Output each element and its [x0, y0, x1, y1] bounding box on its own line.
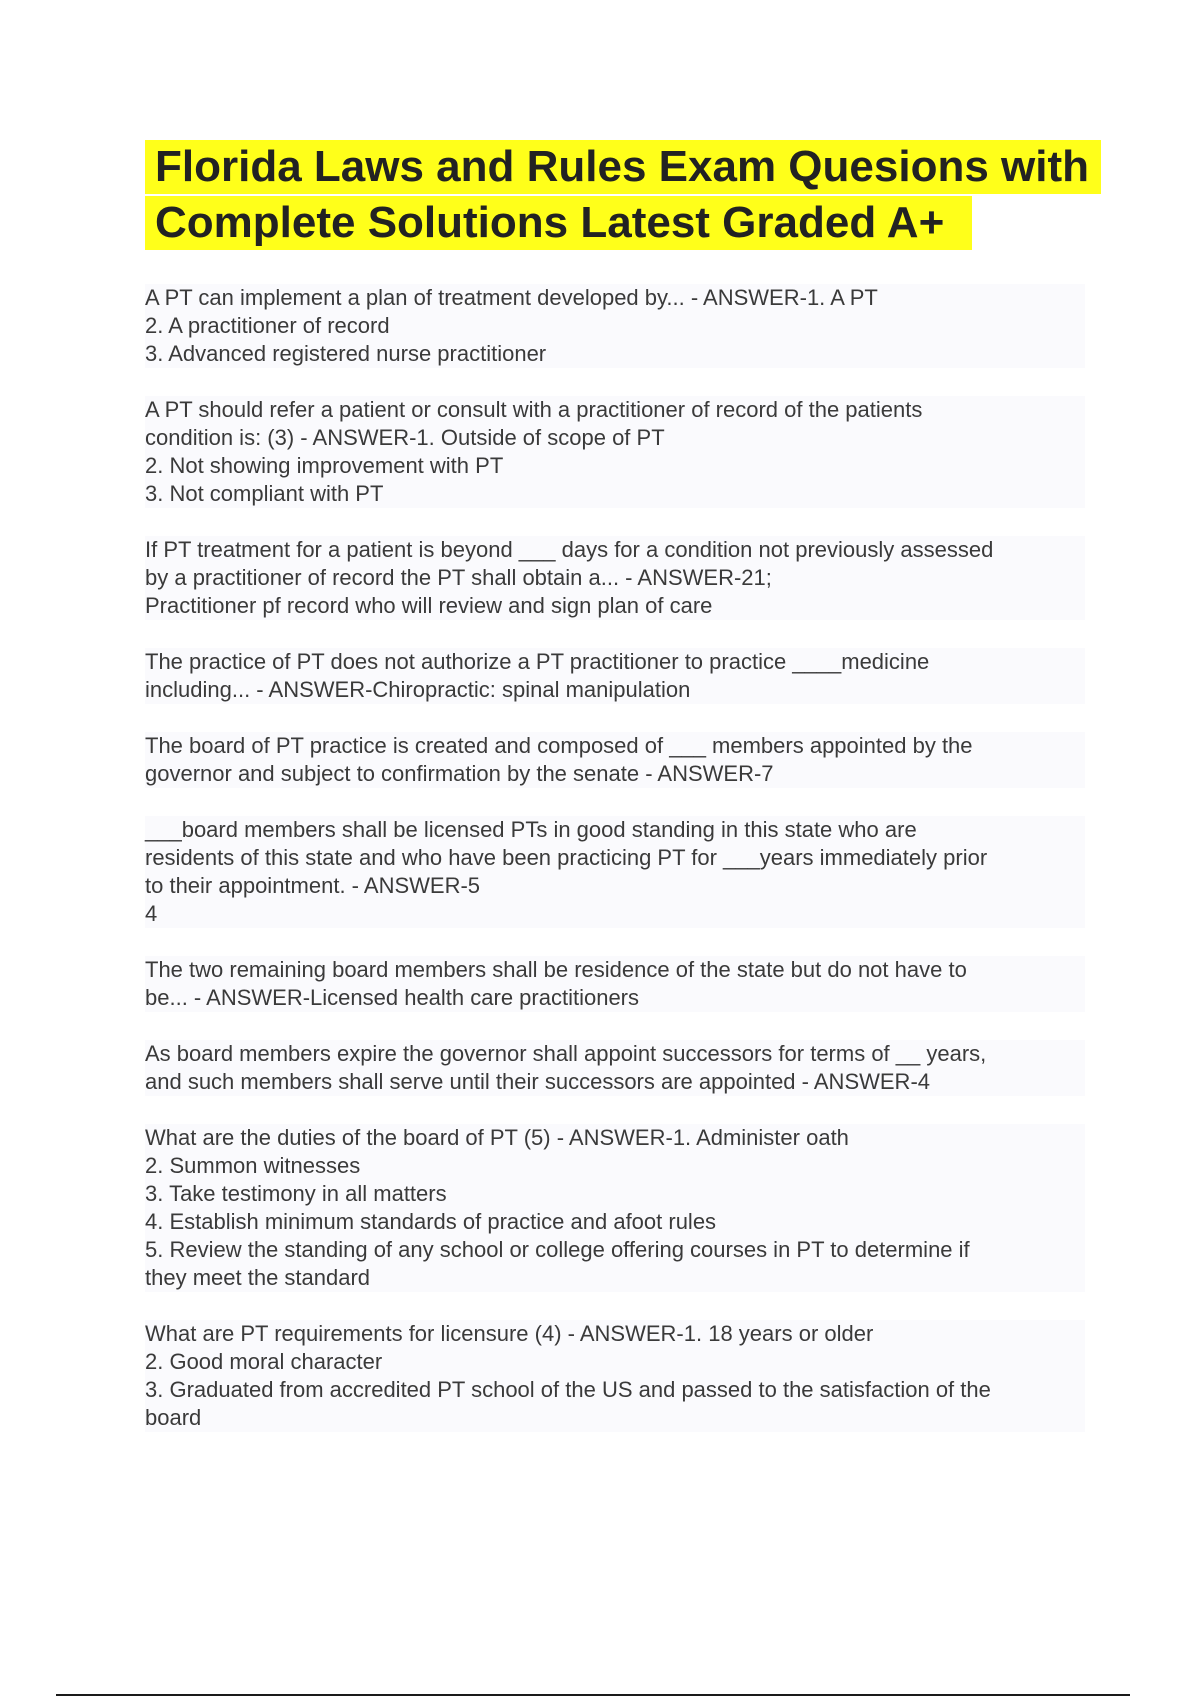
qa-item [145, 816, 1085, 928]
qa-line: including... - ANSWER-Chiropractic: spinal manipulation [145, 676, 1085, 704]
qa-line: 3. Take testimony in all matters [145, 1180, 1085, 1208]
footer-divider [56, 1694, 1130, 1696]
title-line-2: Complete Solutions Latest Graded A+ [145, 196, 972, 250]
qa-line: board [145, 1404, 1085, 1432]
qa-line: 2. A practitioner of record [145, 312, 1085, 340]
qa-line: condition is: (3) - ANSWER-1. Outside of scope of PT [145, 424, 1085, 452]
qa-item [145, 732, 1085, 788]
qa-line: ___board members shall be licensed PTs in good standing in this state who are [145, 816, 1085, 844]
qa-line: A PT should refer a patient or consult with a practitioner of record of the patients [145, 396, 1085, 424]
qa-line: to their appointment. - ANSWER-5 [145, 872, 1085, 900]
qa-item [145, 648, 1085, 704]
qa-line: Practitioner pf record who will review and sign plan of care [145, 592, 1085, 620]
qa-line: The practice of PT does not authorize a PT practitioner to practice ____medicine [145, 648, 1085, 676]
qa-line: by a practitioner of record the PT shall obtain a... - ANSWER-21; [145, 564, 1085, 592]
qa-line: The board of PT practice is created and composed of ___ members appointed by the [145, 732, 1085, 760]
qa-line: 3. Not compliant with PT [145, 480, 1085, 508]
qa-line: A PT can implement a plan of treatment developed by... - ANSWER-1. A PT [145, 284, 1085, 312]
qa-line: What are PT requirements for licensure (4) - ANSWER-1. 18 years or older [145, 1320, 1085, 1348]
qa-item [145, 1124, 1085, 1292]
qa-item [145, 284, 1085, 368]
title-line-1: Florida Laws and Rules Exam Quesions with [145, 140, 1101, 194]
qa-list [145, 284, 1085, 1460]
qa-line: What are the duties of the board of PT (5) - ANSWER-1. Administer oath [145, 1124, 1085, 1152]
qa-line: 2. Good moral character [145, 1348, 1085, 1376]
qa-line: 2. Not showing improvement with PT [145, 452, 1085, 480]
qa-line: they meet the standard [145, 1264, 1085, 1292]
qa-line: 2. Summon witnesses [145, 1152, 1085, 1180]
qa-item [145, 536, 1085, 620]
qa-item [145, 396, 1085, 508]
qa-item [145, 956, 1085, 1012]
qa-item [145, 1040, 1085, 1096]
qa-line: As board members expire the governor shall appoint successors for terms of __ years, [145, 1040, 1085, 1068]
qa-line: 3. Graduated from accredited PT school of the US and passed to the satisfaction of the [145, 1376, 1085, 1404]
qa-line: If PT treatment for a patient is beyond ___ days for a condition not previously assessed [145, 536, 1085, 564]
qa-line: and such members shall serve until their successors are appointed - ANSWER-4 [145, 1068, 1085, 1096]
qa-line: 3. Advanced registered nurse practitioner [145, 340, 1085, 368]
qa-line: 4. Establish minimum standards of practice and afoot rules [145, 1208, 1085, 1236]
qa-line: residents of this state and who have been practicing PT for ___years immediately prior [145, 844, 1085, 872]
qa-item [145, 1320, 1085, 1432]
qa-line: governor and subject to confirmation by the senate - ANSWER-7 [145, 760, 1085, 788]
document-title [145, 140, 1185, 250]
qa-line: be... - ANSWER-Licensed health care practitioners [145, 984, 1085, 1012]
qa-line: 4 [145, 900, 1085, 928]
qa-line: The two remaining board members shall be residence of the state but do not have to [145, 956, 1085, 984]
qa-line: 5. Review the standing of any school or college offering courses in PT to determine if [145, 1236, 1085, 1264]
